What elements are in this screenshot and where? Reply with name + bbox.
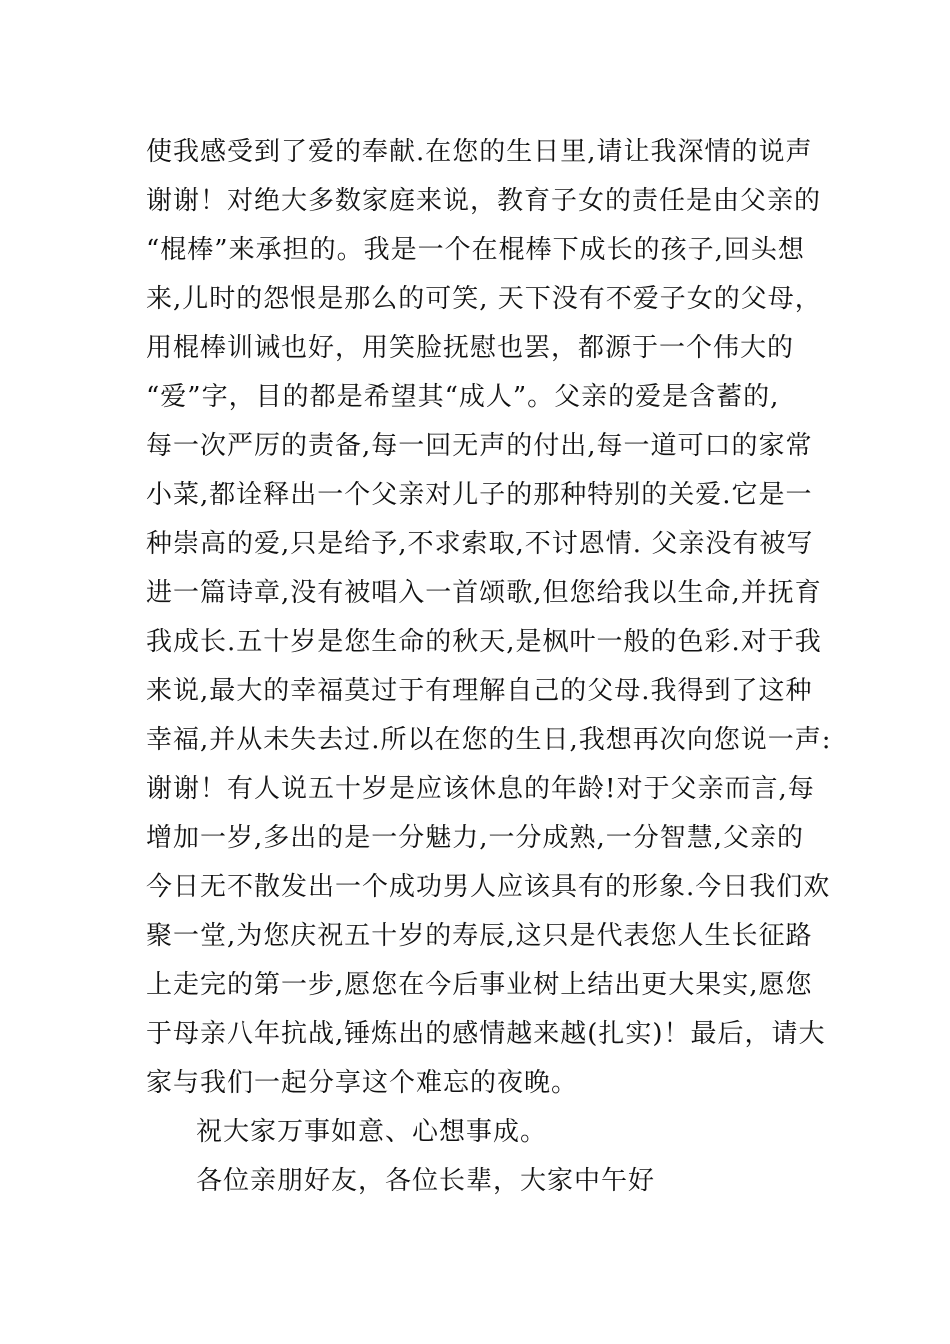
text-line: 上走完的第一步,愿您在今后事业树上结出更大果实,愿您 — [146, 970, 813, 1000]
text-line: 来说,最大的幸福莫过于有理解自己的父母.我得到了这种 — [146, 676, 813, 706]
text-line: 进一篇诗章,没有被唱入一首颂歌,但您给我以生命,并抚育 — [146, 578, 822, 608]
text-line: 今日无不散发出一个成功男人应该具有的形象.今日我们欢 — [146, 872, 831, 902]
text-line: 小菜,都诠释出一个父亲对儿子的那种特别的关爱.它是一 — [146, 480, 813, 510]
text-line: “爱”字，目的都是希望其“成人”。父亲的爱是含蓄的, — [146, 382, 780, 412]
text-line: 用棍棒训诫也好，用笑脸抚慰也罢，都源于一个伟大的 — [146, 333, 795, 363]
text-line: 种崇高的爱,只是给予,不求索取,不讨恩情. 父亲没有被写 — [146, 529, 814, 559]
text-line: 来,儿时的怨恨是那么的可笑, 天下没有不爱子女的父母， — [146, 284, 822, 314]
text-line: 谢谢！有人说五十岁是应该休息的年龄!对于父亲而言,每 — [146, 774, 815, 804]
text-line: 家与我们一起分享这个难忘的夜晚。 — [146, 1068, 579, 1098]
text-line: 我成长.五十岁是您生命的秋天,是枫叶一般的色彩.对于我 — [146, 627, 822, 657]
text-line: 幸福,并从未失去过.所以在您的生日,我想再次向您说一声: — [146, 725, 832, 755]
paragraph-greeting: 各位亲朋好友，各位长辈，大家中午好 — [196, 1166, 656, 1196]
text-line: 增加一岁,多出的是一分魅力,一分成熟,一分智慧,父亲的 — [146, 823, 805, 853]
text-line: 于母亲八年抗战,锤炼出的感情越来越(扎实)！最后，请大 — [146, 1019, 826, 1049]
text-line: 每一次严厉的责备,每一回无声的付出,每一道可口的家常 — [146, 431, 813, 461]
document-body — [146, 128, 832, 1206]
text-line: 聚一堂,为您庆祝五十岁的寿辰,这只是代表您人生长征路 — [146, 921, 813, 951]
text-line: “棍棒”来承担的。我是一个在棍棒下成长的孩子,回头想 — [146, 235, 805, 265]
text-line: 谢谢！对绝大多数家庭来说，教育子女的责任是由父亲的 — [146, 186, 822, 216]
text-line: 使我感受到了爱的奉献.在您的生日里,请让我深情的说声 — [146, 137, 813, 167]
paragraph-wishes: 祝大家万事如意、心想事成。 — [196, 1117, 548, 1147]
